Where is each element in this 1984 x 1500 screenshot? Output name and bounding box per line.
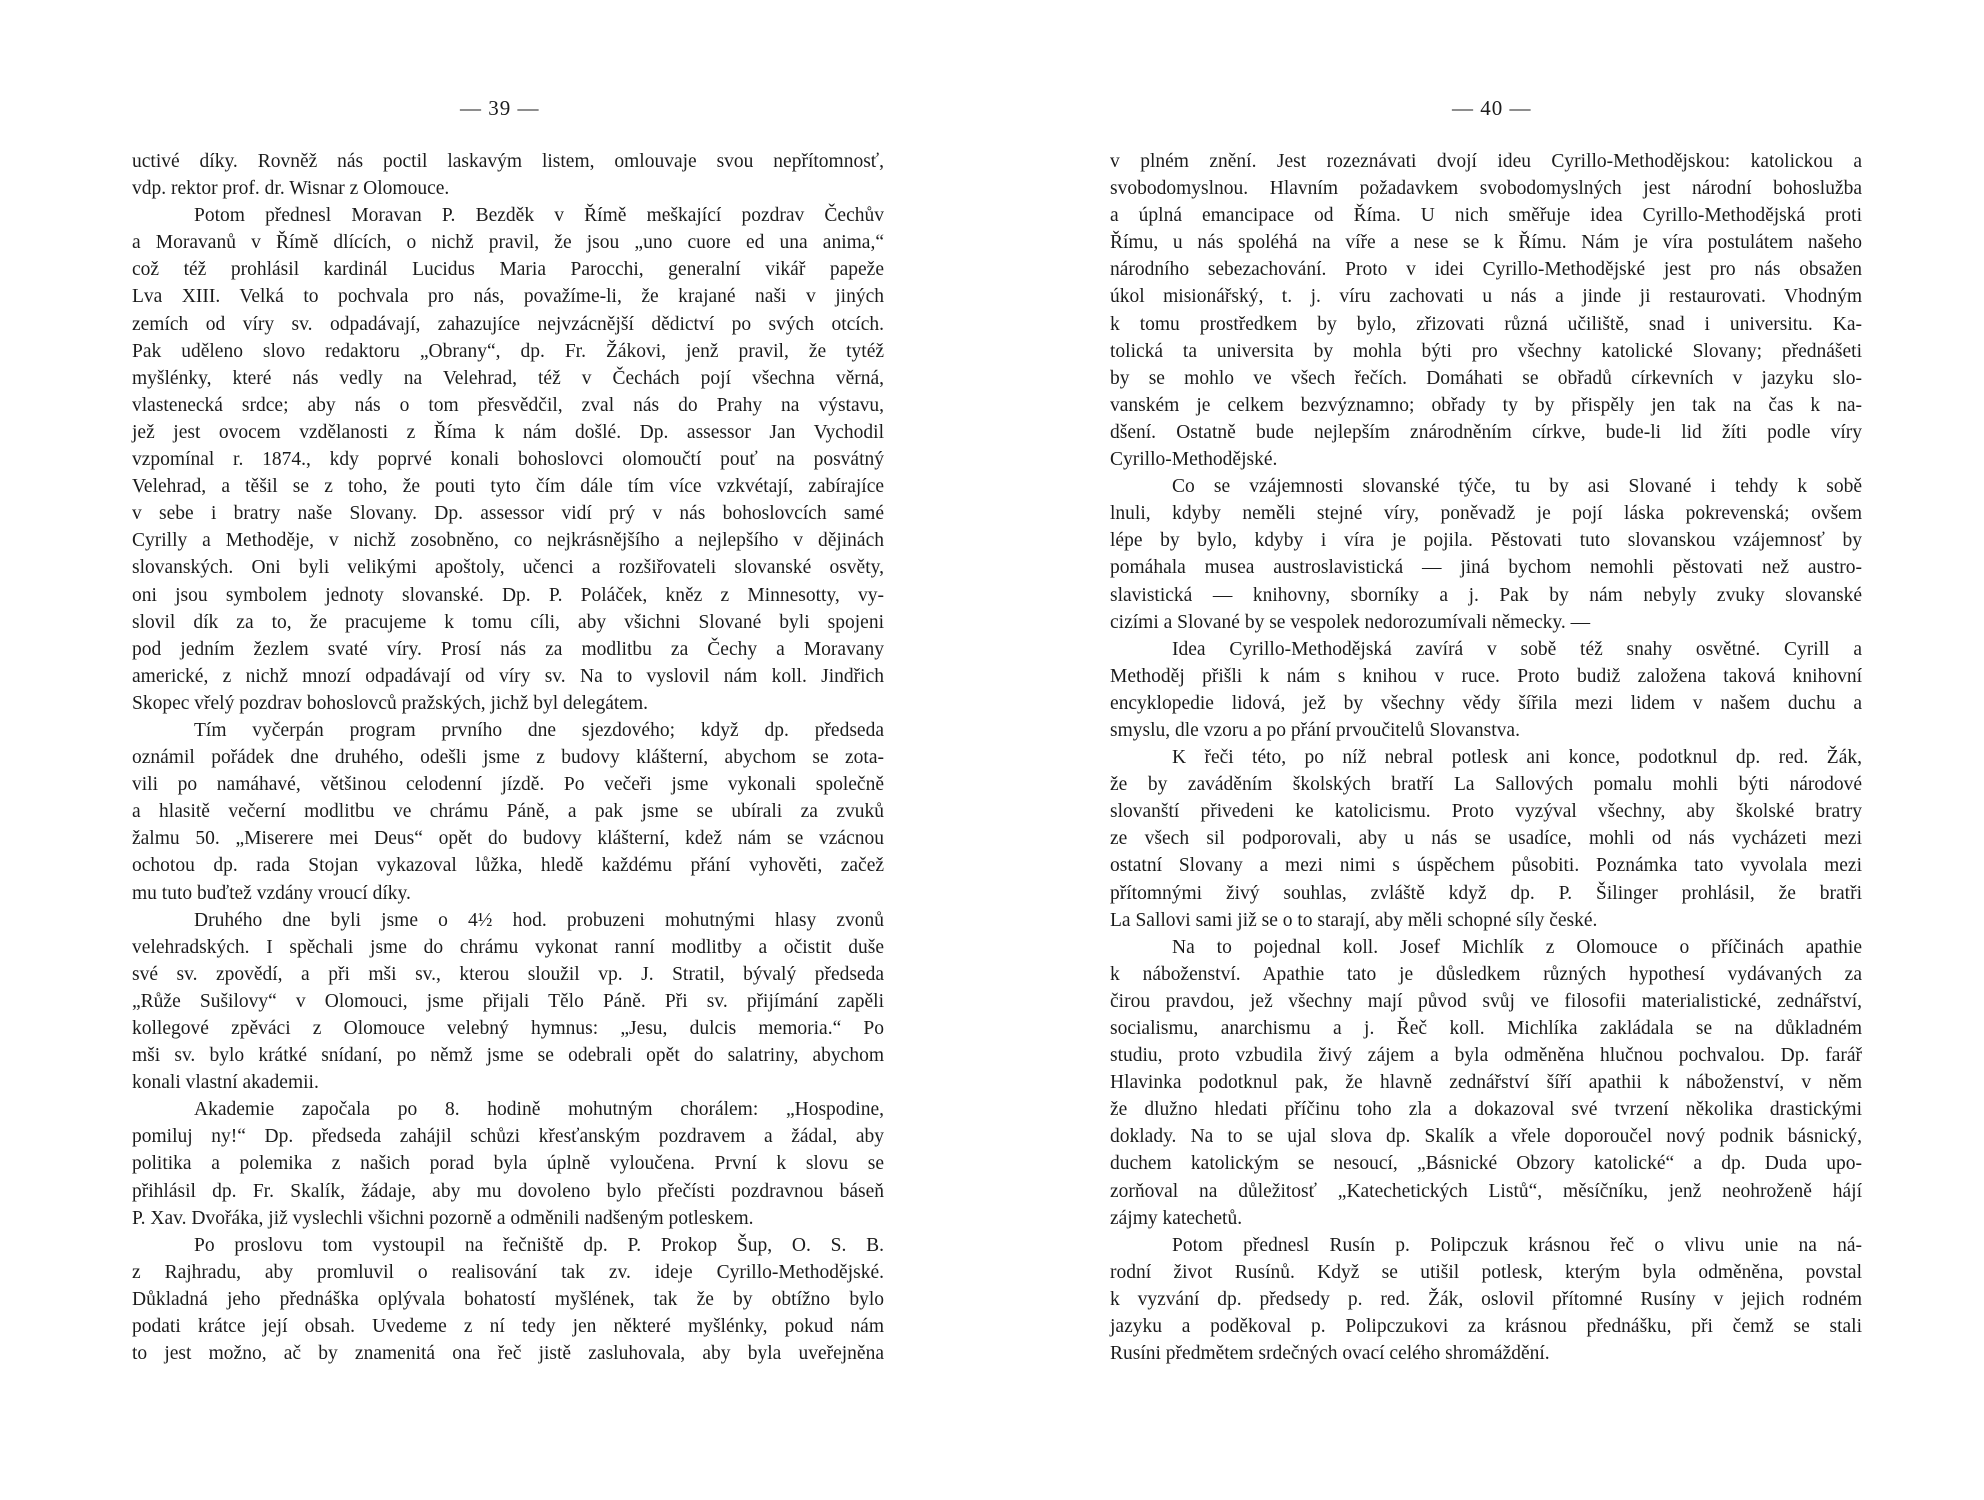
text-line: žalmu 50. „Miserere mei Deus“ opět do budovy klášterní, kdež nám se vzácnou [132,828,884,850]
text-line: Velehrad, a těšil se z toho, že pouti tyto čím dále tím více vzkvétají, zabírajíce [132,476,884,498]
text-line: svobodomyslnou. Hlavním požadavkem svobodomyslných jest národní bohoslužba [1110,178,1862,200]
text-line: Druhého dne byli jsme o 4½ hod. probuzeni mohutnými hlasy zvonů [194,909,884,931]
text-line: by se mohlo ve všech řečích. Domáhati se obřadů církevních v jazyku slo- [1110,367,1862,389]
page-number: — 40 — [1452,96,1532,120]
text-line: doklady. Na to se ujal slova dp. Skalík a vřele doporoučel nový podnik básnický, [1110,1126,1862,1148]
text-line: v sebe i bratry naše Slovany. Dp. assessor vidí prý v nás bohoslovcích samé [132,503,884,525]
text-line: K řeči této, po níž nebral potlesk ani konce, podotknul dp. red. Žák, [1172,747,1862,769]
text-line: Tím vyčerpán program prvního dne sjezdového; když dp. předseda [194,719,884,741]
text-line: mši sv. bylo krátké snídaní, po němž jsme se odebrali opět do salatriny, abychom [132,1045,884,1067]
text-line: Akademie započala po 8. hodině mohutným chorálem: „Hospodine, [194,1099,884,1121]
text-line: Na to pojednal koll. Josef Michlík z Olomouce o příčinách apathie [1172,936,1862,958]
text-line: slavistická — knihovny, sborníky a j. Pak by nám nebyly zvuky slovanské [1110,584,1862,606]
text-line: Rusíni předmětem srdečných ovací celého shromáždění. [1110,1343,1550,1365]
text-line: pomáhala musea austroslavistická — jiná bychom nemohli pěstovati než austro- [1110,557,1862,579]
text-line: myšlénky, které nás vedly na Velehrad, též v Čechách pojí všechna věrná, [132,367,884,389]
text-line: podati krátce její obsah. Uvedeme z ní tedy jen některé myšlénky, pokud nám [132,1316,884,1338]
text-line: La Sallovi sami již se o to starají, aby měli schopné síly české. [1110,909,1598,931]
text-line: cizími a Slované by se vespolek nedorozumívali německy. — [1110,611,1591,633]
text-line: ze všech sil podporovali, aby u nás se usadíce, mohli od nás vycházeti mezi [1110,828,1862,850]
text-line: studiu, proto vzbudila živý zájem a byla odměněna hlučnou pochvalou. Dp. farář [1110,1045,1862,1067]
text-line: Skopec vřelý pozdrav bohoslovců pražských, jichž byl delegátem. [132,692,649,714]
text-line: lnuli, kdyby neměli stejné víry, poněvadž je pojí láska pokrevenská; ovšem [1110,503,1862,525]
text-line: socialismu, anarchismu a j. Řeč koll. Michlíka zakládala se na důkladném [1110,1018,1862,1039]
text-line: své sv. zpovědí, a při mši sv., kterou sloužil vp. J. Stratil, bývalý předseda [132,963,884,985]
text-line: tolická ta universita by mohla býti pro všechny katolické Slovany; přednášeti [1110,340,1862,362]
text-line: americké, z nichž mnozí odpadávají od víry sv. Na to vyslovil nám koll. Jindřich [132,665,884,687]
text-line: Co se vzájemnosti slovanské týče, tu by asi Slované i tehdy k sobě [1172,476,1862,498]
text-line: že dlužno hledati příčinu toho zla a dokazoval své tvrzení několika drastickými [1110,1099,1862,1121]
text-line: k vyzvání dp. předsedy p. red. Žák, oslovil přítomné Rusíny v jejich rodném [1110,1288,1862,1310]
text-line: vlastenecká srdce; aby nás o tom přesvědčil, zval nás do Prahy na výstavu, [132,394,884,416]
text-line: jež jest ovocem vzdělanosti z Říma k nám došlé. Dp. assessor Jan Vychodil [132,421,884,443]
text-line: pomiluj ny!“ Dp. předseda zahájil schůzi křesťanským pozdravem a žádal, aby [132,1126,884,1148]
text-line: Po proslovu tom vystoupil na řečniště dp. P. Prokop Šup, O. S. B. [194,1234,884,1256]
text-line: Potom přednesl Moravan P. Bezděk v Římě meškající pozdrav Čechův [194,205,884,227]
text-line: mu tuto buďtež vzdány vroucí díky. [132,882,411,904]
text-line: zemích od víry sv. odpadávají, zahazujíce nejvzácnější dědictví po svých otcích. [132,313,884,335]
text-line: oznámil pořádek dne druhého, odešli jsme z budovy klášterní, abychom se zota- [132,747,884,769]
text-line: Důkladná jeho přednáška oplývala bohatostí myšlének, tak že by obtížno bylo [132,1288,884,1310]
text-line: přihlásil dp. Fr. Skalík, žádaje, aby mu dovoleno bylo přečísti pozdravnou báseň [132,1180,884,1202]
text-line: ochotou dp. rada Stojan vykazoval lůžka, hledě každému přání vyhověti, začež [132,855,884,877]
text-line: slovil dík za to, že pracujeme k tomu cíli, aby všichni Slované byli spojeni [132,611,884,633]
text-line: Cyrillo-Methodějské. [1110,449,1278,471]
text-line: k náboženství. Apathie tato je důsledkem různých hypothesí vydávaných za [1110,963,1862,985]
text-line: to jest možno, ač by znamenitá ona řeč jistě zasluhovala, aby byla uveřejněna [132,1343,884,1365]
page-text [1110,148,1862,1367]
text-line: Cyrilly a Methoděje, v nichž zosobněno, co nejkrásnějšího a nejlepšího v dějinách [132,530,884,552]
text-line: kollegové zpěváci z Olomouce velebný hymnus: „Jesu, dulcis memoria.“ Po [132,1018,884,1039]
text-line: že by zaváděním školských bratří La Sallových pomalu mohli býti národové [1110,774,1862,796]
text-line: Lva XIII. Velká to pochvala pro nás, považíme-li, že krajané naši v jiných [132,286,884,308]
text-line: jazyku a poděkoval p. Polipczukovi za krásnou přednášku, při čemž se stali [1110,1316,1862,1338]
text-line: „Růže Sušilovy“ v Olomouci, jsme přijali Tělo Páně. Při sv. přijímání zapěli [132,990,884,1012]
text-line: ostatní Slovany a mezi nimi s úspěchem působiti. Poznámka tato vyvolala mezi [1110,855,1862,877]
page-number: — 39 — [460,96,540,120]
text-line: přítomnými živý souhlas, zvláště když dp. P. Šilinger prohlásil, že bratři [1110,882,1862,904]
text-line: oni jsou symbolem jednoty slovanské. Dp. P. Poláček, kněz z Minnesotty, vy- [132,584,884,606]
text-line: lépe by bylo, kdyby i víra je pojila. Pěstovati tuto slovanskou vzájemnosť by [1110,530,1862,552]
text-line: slovanských. Oni byli velikými apoštoly, učenci a rozšiřovateli slovanské osvěty, [132,557,884,579]
text-line: zorňoval na důležitosť „Katechetických Listů“, měsíčníku, jenž neohroženě hájí [1110,1180,1862,1202]
text-line: encyklopedie lidová, jež by všechny vědy šířila mezi lidem v našem duchu a [1110,692,1862,714]
text-line: národního sebezachování. Proto v idei Cyrillo-Methodějské jest pro nás obsažen [1110,259,1862,281]
text-line: Římu, u nás spoléhá na víře a nese se k Římu. Nám je víra postulátem našeho [1110,232,1862,254]
text-line: a Moravanů v Římě dlících, o nichž pravil, že jsou „uno cuore ed una anima,“ [132,232,884,254]
page-text [132,148,884,1367]
text-line: Potom přednesl Rusín p. Polipczuk krásnou řeč o vlivu unie na ná- [1172,1234,1862,1256]
text-line: pod jedním žezlem svaté víry. Prosí nás za modlitbu za Čechy a Moravany [132,638,884,660]
text-line: konali vlastní akademii. [132,1072,319,1094]
text-line: smyslu, dle vzoru a po přání prvoučitelů Slovanstva. [1110,719,1520,741]
text-line: Methoděj přišli k nám s knihou v ruce. Proto budiž založena taková knihovní [1110,665,1862,687]
text-line: vzpomínal r. 1874., kdy poprvé konali bohoslovci olomoučtí pouť na posvátný [132,449,884,471]
text-line: uctivé díky. Rovněž nás poctil laskavým listem, omlouvaje svou nepřítomnosť, [132,151,884,172]
text-line: vdp. rektor prof. dr. Wisnar z Olomouce. [132,178,450,200]
text-line: duchem katolickým se nesoucí, „Básnické Obzory katolické“ a dp. Duda upo- [1110,1153,1862,1175]
text-line: z Rajhradu, aby promluvil o realisování tak zv. ideje Cyrillo-Methodějské. [132,1261,884,1283]
text-line: což též prohlásil kardinál Lucidus Maria Parocchi, generalní vikář papeže [132,259,884,281]
text-line: slovanští přivedeni ke katolicismu. Proto vyzýval všechny, aby školské bratry [1110,801,1862,823]
text-line: Idea Cyrillo-Methodějská zavírá v sobě též snahy osvětné. Cyrill a [1172,638,1862,660]
text-line: vili po namáhavé, většinou celodenní jízdě. Po večeři jsme vykonali společně [132,774,884,796]
text-line: dšení. Ostatně bude nejlepším znárodněním církve, bude-li lid žíti podle víry [1110,421,1862,443]
text-line: čirou pravdou, jež všechny mají původ svůj ve filosofii materialistické, zednářství, [1110,990,1862,1012]
right-page [992,0,1984,1500]
text-line: P. Xav. Dvořáka, již vyslechli všichni pozorně a odměnili nadšeným potleskem. [132,1207,754,1229]
text-line: a hlasitě večerní modlitbu ve chrámu Páně, a pak jsme se ubírali za zvuků [132,801,884,823]
text-line: úkol misionářský, t. j. víru zachovati u nás a jinde ji restaurovati. Vhodným [1110,286,1862,308]
text-line: velehradských. I spěchali jsme do chrámu vykonat ranní modlitby a očistit duše [132,936,884,958]
text-line: zájmy katechetů. [1110,1207,1243,1229]
text-line: rodní život Rusínů. Když se utišil potlesk, kterým byla odměněna, povstal [1110,1261,1862,1283]
text-line: v plném znění. Jest rozeznávati dvojí ideu Cyrillo-Methodějskou: katolickou a [1110,151,1862,172]
text-line: k tomu prostředkem by bylo, zřizovati různá učiliště, snad i universitu. Ka- [1110,313,1862,335]
text-line: politika a polemika z našich porad byla úplně vyloučena. První k slovu se [132,1153,884,1175]
text-line: a úplná emancipace od Říma. U nich směřuje idea Cyrillo-Methodějská proti [1110,205,1862,227]
text-line: Hlavinka podotknul pak, že hlavně zednářství šíří apathii k náboženství, v něm [1110,1072,1862,1094]
text-line: vanském je celkem bezvýznamno; obřady ty by přispěly jen tak na čas k na- [1110,394,1862,416]
text-line: Pak uděleno slovo redaktoru „Obrany“, dp. Fr. Žákovi, jenž pravil, že tytéž [132,340,884,362]
